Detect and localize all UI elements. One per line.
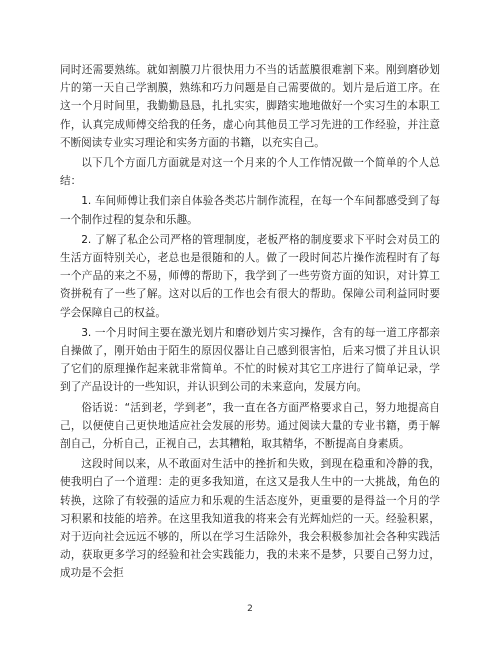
paragraph-conclusion: 这段时间以来，从不敢面对生活中的挫折和失败，到现在稳重和冷静的我，使我明白了一个道理：走的更多我知道，在这又是我人生中的一大挑战，角色的转换，这除了有较强的适应力和乐观的生活态度外，更重要的是得益一个月的学习积累和技能的培养。在这里我知道我的将来会有光辉灿烂的一天。经验积累，对于迈向社会远远不够的，所以在学习生活除外，我会积极参加社会各种实践活动，获取更多学习的经验和社会实践能力，我的未来不是梦，只要自己努力过，成功是不会拒 <box>60 458 440 580</box>
paragraph-point-2: 2. 了解了私企公司严格的管理制度，老板严格的制度要求下平时会对员工的生活方面特别关心，老总也是很随和的人。做了一段时间芯片操作流程时有了每一个产品的来之不易，师傅的帮助下，我学到了一些劳资方面的知识，对计算工资拼税有了一些了解。这对以后的工作也会有很大的帮助。保障公司利益同时要学会保障自己的权益。 <box>60 233 440 319</box>
page-number: 2 <box>247 604 253 614</box>
document-body <box>60 61 440 583</box>
paragraph-summary-intro: 以下几个方面几方面就是对这一个月来的个人工作情况做一个简单的个人总结： <box>60 157 440 188</box>
paragraph-proverb: 俗话说：“活到老，学到老”，我一直在各方面严格要求自己，努力地提高自己，以便使自己更快地适应社会发展的形势。通过阅读大量的专业书籍，勇于解剖自己，分析自己，正视自己，去其糟粕，取其精华，不断提高自身素质。 <box>60 401 440 451</box>
paragraph-work-practice: 同时还需要熟练。就如割膜刀片很快用力不当的话蓝膜很难割下来。刚到磨砂划片的第一天自己学割膜，熟练和巧力问题是自己需要做的。划片是后道工序。在这一个月时间里，我勤勤恳恳，扎扎实实，脚踏实地地做好一个实习生的本职工作，认真完成师傅交给我的任务，虚心向其他员工学习先进的工作经验，并注意不断阅读专业实习理论和实务方面的书籍，以充实自己。 <box>60 64 440 149</box>
paragraph-point-1: 1. 车间师傅让我们亲自体验各类芯片制作流程，在每一个车间都感受到了每一个制作过程的复杂和乐趣。 <box>60 195 440 226</box>
paragraph-point-3: 3. 一个月时间主要在激光划片和磨砂划片实习操作，含有的每一道工序都亲自操做了，刚开始由于陌生的原因仪器让自己感到很害怕，后来习惯了并且认识了它们的原理操作起来就非常简单。不忙的时候对其它工序进行了简单记录，学到了产品设计的一些知识，并认识到公司的未来意向，发展方向。 <box>60 326 440 394</box>
